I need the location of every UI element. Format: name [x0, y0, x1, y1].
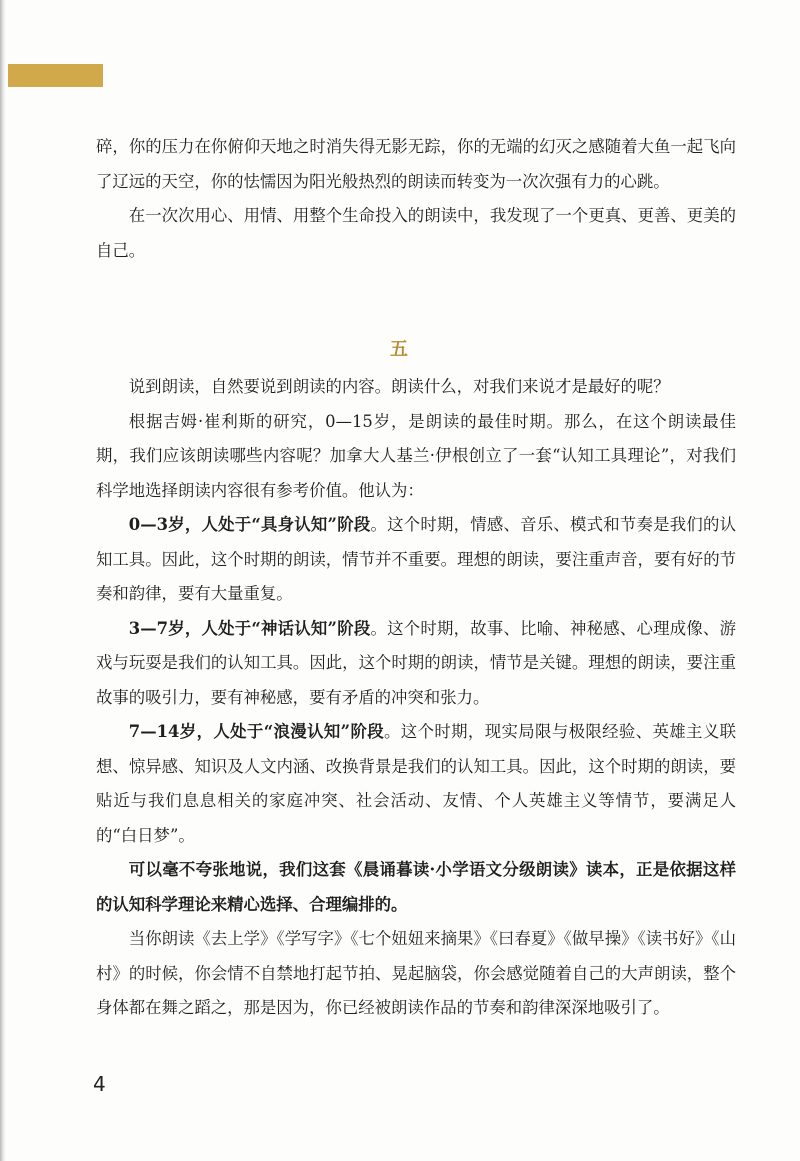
- stage-embodied-paragraph: [96, 508, 736, 612]
- section-heading: 五: [390, 339, 410, 360]
- stage-romantic-heading: 7—14岁，人处于“浪漫认知”阶段: [128, 722, 385, 741]
- stage-embodied-heading: 0—3岁，人处于“具身认知”阶段: [128, 515, 371, 534]
- page-binding-shadow: [0, 0, 6, 1161]
- stage-romantic-text: 。这个时期，现实局限与极限经验、英雄主义联想、惊异感、知识及人文内涵、改换背景是我们的认知工具。因此，这个时期的朗读，要贴近与我们息息相关的家庭冲突、社会活动、友情、个人英雄主义等情节，要满足人的“白日梦”。: [96, 722, 737, 845]
- top-text-block: [96, 130, 736, 268]
- chapter-color-tab: [8, 64, 103, 87]
- stage-embodied-text: 。这个时期，情感、音乐、模式和节奏是我们的认知工具。因此，这个时期的朗读，情节并不重要。理想的朗读，要注重声音，要有好的节奏和韵律，要有大量重复。: [96, 515, 736, 603]
- paragraph-self-discovery: 在一次次用心、用情、用整个生命投入的朗读中，我发现了一个更真、更善、更美的自己。: [96, 206, 736, 260]
- final-paragraph: 当你朗读《去上学》《学写字》《七个妞妞来摘果》《曰春夏》《做早操》《读书好》《山村》的时候，你会情不自禁地打起节拍、晃起脑袋，你会感觉随着自己的大声朗读，整个身体都在舞之蹈之，那是因为，你已经被朗读作品的节奏和韵律深深地吸引了。: [96, 929, 736, 1017]
- page-number: 4: [93, 1072, 106, 1096]
- stage-mythic-text: 。这个时期，故事、比喻、神秘感、心理成像、游戏与玩耍是我们的认知工具。因此，这个时期的朗读，情节是关键。理想的朗读，要注重故事的吸引力，要有神秘感，要有矛盾的冲突和张力。: [96, 618, 736, 707]
- conclusion-paragraph: 可以毫不夸张地说，我们这套《晨诵暮读·小学语文分级朗读》读本，正是依据这样的认知科学理论来精心选择、合理编排的。: [96, 860, 736, 914]
- continued-paragraph: 碎，你的压力在你俯仰天地之时消失得无影无踪，你的无端的幻灭之感随着大鱼一起飞向了辽远的天空，你的怯懦因为阳光般热烈的朗读而转变为一次次强有力的心跳。: [96, 137, 736, 191]
- section-five-body: [96, 370, 736, 1026]
- intro-paragraph-1: 说到朗读，自然要说到朗读的内容。朗读什么，对我们来说才是最好的呢？: [128, 377, 670, 396]
- stage-romantic-paragraph: [96, 715, 736, 853]
- intro-paragraph-2: 根据吉姆·崔利斯的研究，0—15岁，是朗读的最佳时期。那么，在这个朗读最佳期，我们应该朗读哪些内容呢？加拿大人基兰·伊根创立了一套“认知工具理论”，对我们科学地选择朗读内容很有参考价值。他认为：: [96, 411, 736, 500]
- stage-mythic-heading: 3—7岁，人处于“神话认知”阶段: [128, 618, 371, 638]
- stage-mythic-paragraph: [96, 612, 736, 716]
